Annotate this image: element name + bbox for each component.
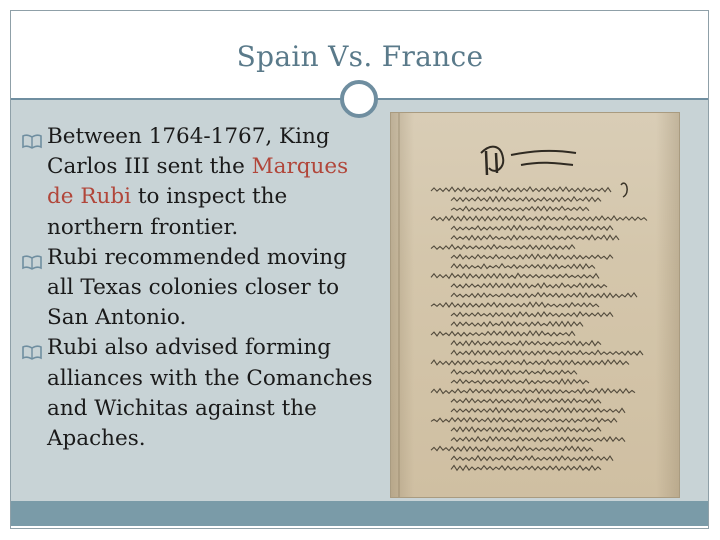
- footer-bar: [11, 501, 708, 526]
- bullet-text-post: to inspect the northern frontier.: [47, 184, 288, 240]
- open-book-icon: [22, 339, 42, 355]
- bullet-text: Between 1764-1767, King Carlos III sent the: [47, 124, 330, 180]
- manuscript-image: [390, 112, 680, 498]
- slide-title: Spain Vs. France: [236, 40, 484, 73]
- bullet-item: [22, 243, 377, 334]
- bullet-highlight: Marques de Rubi: [47, 154, 349, 210]
- bullet-item: [22, 122, 377, 243]
- manuscript-drawing: [391, 113, 679, 497]
- open-book-icon: [22, 249, 42, 265]
- open-book-icon: [22, 128, 42, 144]
- bullet-item: [22, 333, 377, 454]
- bullet-list: [22, 122, 377, 454]
- bullet-text: Rubi recommended moving all Texas colonies closer to San Antonio.: [47, 244, 347, 331]
- bullet-text: Rubi also advised forming alliances with the Comanches and Wichitas against the Apaches.: [47, 335, 373, 452]
- ring-ornament: [340, 80, 378, 118]
